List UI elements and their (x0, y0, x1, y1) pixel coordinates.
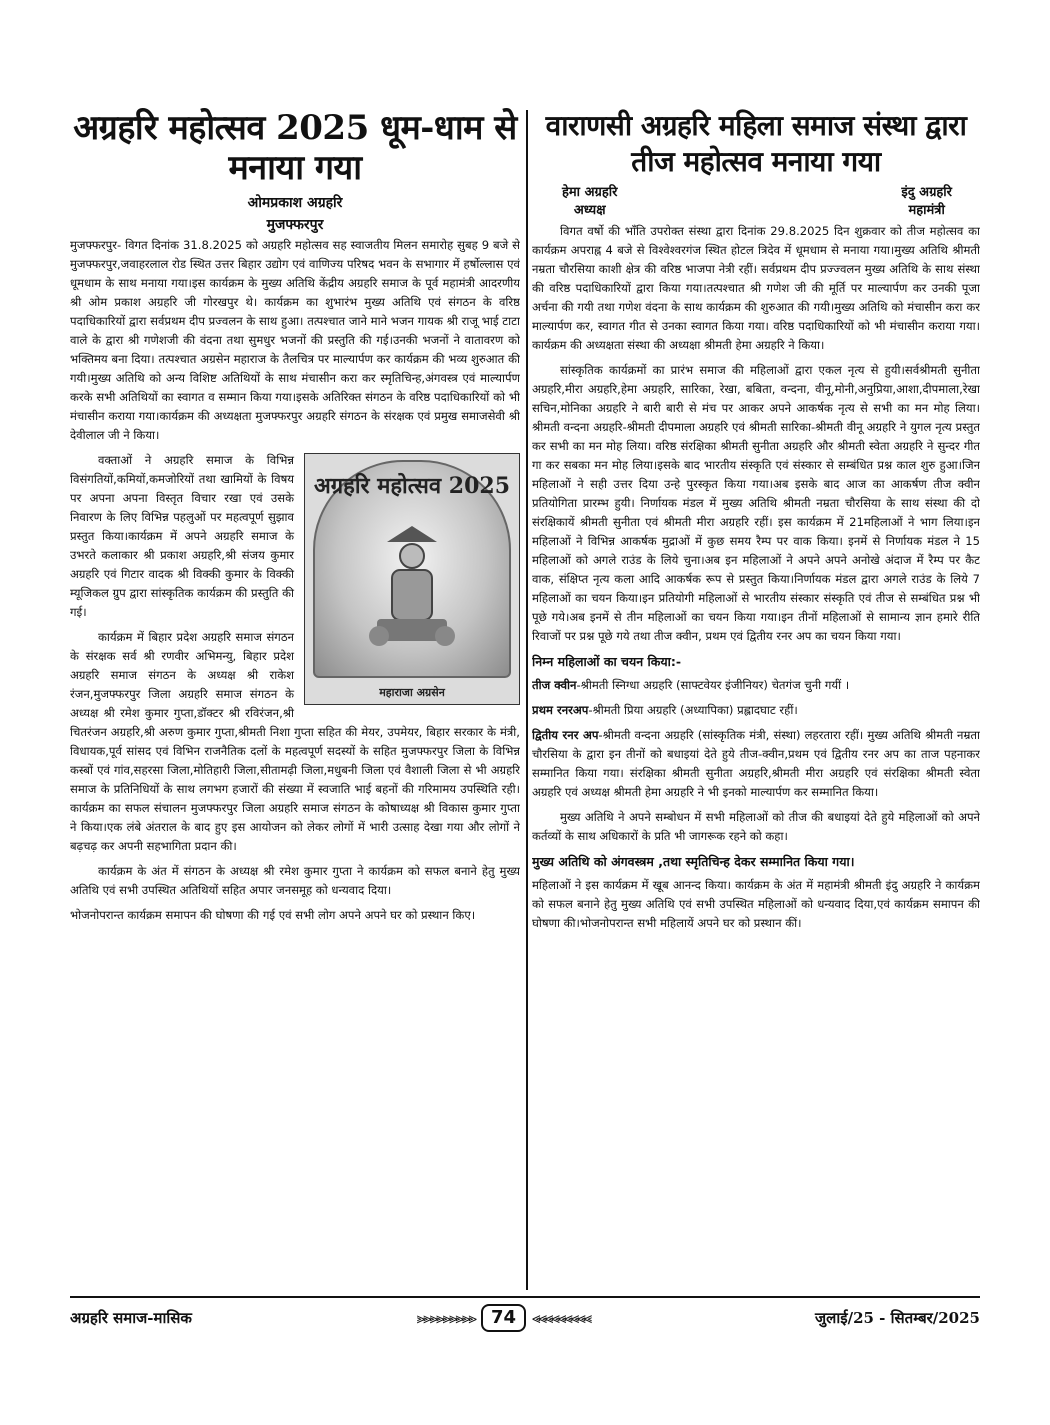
image-caption: महाराजा अग्रसेन (379, 686, 445, 699)
second-runnerup-entry (532, 726, 980, 802)
signatory-secretary-role: महामंत्री (908, 203, 945, 218)
signatories (532, 184, 980, 220)
right-headline: वाराणसी अग्रहरि महिला समाज संस्था द्वारा तीज महोत्सव मनाया गया (545, 109, 967, 178)
image-title: अग्रहरि महोत्सव 2025 (313, 473, 511, 499)
ornament-right-icon: ⪡⪡⪡⪡⪡⪡⪡⪡⪡ (532, 1309, 591, 1327)
right-paragraph-1: विगत वर्षो की भाँति उपरोक्त संस्था द्वारा दिनांक 29.8.2025 दिन शुक्रवार को तीज महोत्सव का कार्यक्रम अपराह्न 4 बजे से विश्वेश्वरगंज स्थित होटल त्रिदेव में धूमधाम से मनाया गया।मुख्य अतिथि श्रीमती नम्रता चौरसिया काशी क्षेत्र की वरिष्ठ भाजपा नेत्री रहीं। सर्वप्रथम दीप प्रज्ज्वलन मुख्य अतिथि के साथ संस्था की वरिष्ठ पदाधिकारियों द्वारा किया गया।तत्पश्चात श्री गणेश जी की मूर्ति पर माल्यार्पण कर उनकी पूजा अर्चना की गयी तथा गणेश वंदना के साथ कार्यक्रम की शुरुआत की गयी।मुख्य अतिथि को मंचासीन करा कर माल्यार्पण कर, स्वागत गीत से उनका स्वागत किया गया। वरिष्ठ पदाधिकारियों को भी मंचासीन कराया गया।कार्यक्रम की अध्यक्षता संस्था की अध्यक्षा श्रीमती हेमा अग्रहरि ने किया। (532, 224, 980, 352)
left-paragraph-4: कार्यक्रम के अंत में संगठन के अध्यक्ष श्री रमेश कुमार गुप्ता ने कार्यक्रम को सफल बनाने हेतु मुख्य अतिथि एवं सभी उपस्थित अतिथियों सहित अपार जनसमूह को धन्यवाद दिया। (70, 864, 520, 897)
left-place: मुजफ्फरपुर (266, 217, 324, 233)
second-runnerup-label: द्वितीय रनर अप (532, 728, 599, 742)
left-author: ओमप्रकाश अग्रहरि (247, 195, 343, 211)
teej-queen-text: -श्रीमती स्निग्धा अग्रहरि (साफ्टवेयर इंजीनियर) चेतगंज चुनी गयीं । (576, 678, 850, 692)
page (70, 100, 980, 1290)
first-runnerup-label: प्रथम रनरअप (532, 703, 589, 717)
honor-heading: मुख्य अतिथि को अंगवस्त्रम ,तथा स्मृतिचिन्ह देकर सम्मानित किया गया। (532, 854, 855, 869)
second-runnerup-text: -श्रीमती वन्दना अग्रहरि (सांस्कृतिक मंत्री, संस्था) लहरतारा रहीं। मुख्य अतिथि श्रीमती नम्रता चौरसिया के द्वारा इन तीनों को बधाइयां देते हुये तीज-क्वीन,प्रथम एवं द्वितीय रनर अप का ताज पहनाकर सम्मानित किया गया। संरक्षिका श्रीमती सुनीता अग्रहरि,श्रीमती मीरा अग्रहरि एवं संरक्षिका श्रीमती स्वेता अग्रहरि एवं अध्यक्ष श्रीमती हेमा अग्रहरि ने भी इनको माल्यार्पण कर सम्मानित किया। (532, 728, 980, 799)
ornament-left-icon: ⪢⪢⪢⪢⪢⪢⪢⪢⪢ (416, 1309, 475, 1327)
left-paragraph-5: भोजनोपरान्त कार्यक्रम समापन की घोषणा की गई एवं सभी लोग अपने अपने घर को प्रस्थान किए। (70, 908, 476, 922)
right-paragraph-4: महिलाओं ने इस कार्यक्रम में खूब आनन्द किया। कार्यक्रम के अंत में महामंत्री श्रीमती इंदु अग्रहरि ने कार्यक्रम को सफल बनाने हेतु मुख्य अतिथि एवं सभी उपस्थित महिलाओं को धन्यवाद दिया,एवं कार्यक्रम समापन की घोषणा की।भोजनोपरान्त सभी महिलायें अपने घर को प्रस्थान कीं। (532, 878, 980, 930)
left-paragraph-2: वक्ताओं ने अग्रहरि समाज के विभिन्न विसंगतियों,कमियों,कमजोरियों तथा खामियों के विषय पर अपना अपना विस्तृत विचार रखा एवं उसके निवारण के लिए विभिन्न पहलुओं पर महत्वपूर्ण सुझाव प्रस्तुत किया।कार्यक्रम में अपने अग्रहरि समाज के उभरते कलाकार श्री प्रकाश अग्रहरि,श्री संजय कुमार अग्रहरि एवं गिटार वादक श्री विक्की कुमार के विक्की म्यूजिकल ग्रुप द्वारा सांस्कृतिक कार्यक्रम की प्रस्तुति की गई। (70, 453, 294, 619)
left-paragraph-1: मुजफ्फरपुर- विगत दिनांक 31.8.2025 को अग्रहरि महोत्सव सह स्वाजतीय मिलन समारोह सुबह 9 बजे से मुजफ्फरपुर,जवाहरलाल रोड स्थित उत्तर बिहार उद्योग एवं वाणिज्य परिषद भवन के सभागार में हर्षोल्लास एवं धूमधाम के साथ मनाया गया।इस कार्यक्रम के मुख्य अतिथि केंद्रीय अग्रहरि समाज के पूर्व महामंत्री आदरणीय श्री ओम प्रकाश अग्रहरि जी गोरखपुर थे। कार्यक्रम का शुभारंभ मुख्य अतिथि एवं संगठन के वरिष्ठ पदाधिकारियों द्वारा सर्वप्रथम दीप प्रज्वलन के साथ हुआ। तत्पश्चात जाने माने भजन गायक श्री राजू भाई टाटा वाले के द्वारा श्री गणेशजी की वंदना तथा सुमधुर भजनों की प्रस्तुति की गई।उनकी भजनों ने वातावरण को भक्तिमय बना दिया। तत्पश्चात अग्रसेन महाराज के तैलचित्र पर माल्यार्पण कर कार्यक्रम की भव्य शुरुआत की गयी।मुख्य अतिथि को अन्य विशिष्ट अतिथियों के साथ मंचासीन करा कर स्मृतिचिन्ह,अंगवस्त्र एवं माल्यार्पण करके सभी अतिथियों का स्वागत व सम्मान किया गया।इसके अतिरिक्त संगठन के वरिष्ठ पदाधिकारियों को भी मंचासीन कराया गया।कार्यक्रम की अध्यक्षता मुजफ्फरपुर अग्रहरि संगठन के संरक्षक एवं प्रमुख समाजसेवी श्री देवीलाल जी ने किया। (70, 238, 520, 442)
signatory-secretary-name: इंदु अग्रहरि (901, 185, 952, 200)
publication-name: अग्रहरि समाज-मासिक (70, 1309, 192, 1327)
agrasen-image (304, 453, 520, 705)
signatory-president-role: अध्यक्ष (573, 203, 606, 218)
right-paragraph-2: सांस्कृतिक कार्यक्रमों का प्रारंभ समाज की महिलाओं द्वारा एकल नृत्य से हुयी।सर्वश्रीमती सुनीता अग्रहरि,मीरा अग्रहरि,हेमा अग्रहरि, सारिका, रेखा, बबिता, वन्दना, वीनू,मोनी,अनुप्रिया,आशा,दीपमाला,रेखा सचिन,मोनिका अग्रहरि ने बारी बारी से मंच पर आकर अपने आकर्षक नृत्य से सभी का मन मोह लिया। श्रीमती वन्दना अग्रहरि-श्रीमती दीपमाला अग्रहरि एवं श्रीमती सारिका-श्रीमती वीनू अग्रहरि ने युगल नृत्य प्रस्तुत कर सभी का मन मोह लिया। वरिष्ठ संरक्षिका श्रीमती सुनीता अग्रहरि और श्रीमती स्वेता अग्रहरि ने सुन्दर गीत गा कर सबका मन मोह लिया।इसके बाद भारतीय संस्कृति एवं संस्कार से सम्बंधित प्रश्न काल शुरु हुआ।जिन महिलाओं ने सही उत्तर दिया उन्हे पुरस्कृत किया गया।अब इसके बाद आज का आकर्षण तीज क्वीन प्रतियोगिता प्रारम्भ हुयी। निर्णायक मंडल में मुख्य अतिथि श्रीमती नम्रता चौरसिया के साथ संस्था की दो संरक्षिकायें श्रीमती सुनीता एवं श्रीमती मीरा अग्रहरि रहीं। इस कार्यक्रम में 21महिलाओं ने भाग लिया।इन महिलाओं ने विभिन्न आकर्षक मुद्राओं में कुछ समय रैम्प पर वाक किया। इनमें से निर्णायक मंडल ने 15 महिलाओं को अगले राउंड के लिये चुना।अब इन महिलाओं ने अपने अपने अनोखे अंदाज में रैम्प पर कैट वाक, संक्षिप्त नृत्य कला आदि आकर्षक रूप से प्रस्तुत किया।निर्णायक मंडल द्वारा अगले राउंड के लिये 7 महिलाओं का चयन किया।इन प्रतियोगी महिलाओं से भारतीय संस्कार संस्कृति एवं तीज से सम्बंधित प्रश्न भी पूछे गये।अब इनमें से तीन महिलाओं का चयन किया गया।इन तीनों महिलाओं से सामान्य ज्ञान हमारे रीति रिवाजों पर प्रश्न पूछे गये तथा तीज क्वीन, प्रथम एवं द्वितीय रनर अप का चयन किया गया। (532, 363, 980, 643)
maharaja-figure-icon (367, 524, 457, 654)
issue-date: जुलाई/25 - सितम्बर/2025 (815, 1309, 980, 1327)
signatory-president-name: हेमा अग्रहरि (562, 185, 618, 200)
first-runnerup-text: -श्रीमती प्रिया अग्रहरि (अध्यापिका) प्रह्लादघाट रहीं। (588, 703, 798, 717)
left-headline: अग्रहरि महोत्सव 2025 धूम-धाम से मनाया गया (73, 108, 517, 188)
left-paragraph-3: कार्यक्रम में बिहार प्रदेश अग्रहरि समाज संगठन के संरक्षक सर्व श्री रणवीर अभिमन्यु, बिहार प्रदेश अग्रहरि समाज संगठन के अध्यक्ष श्री राकेश रंजन,मुजफ्फरपुर जिला अग्रहरि समाज संगठन के अध्यक्ष श्री रमेश कुमार गुप्ता,डॉक्टर श्री रविरंजन,श्री चितरंजन अग्रहरि,श्री अरुण कुमार गुप्ता,श्रीमती निशा गुप्ता सहित की मेयर, उपमेयर, बिहार सरकार के मंत्री, विधायक,पूर्व सांसद एवं विभिन राजनैतिक दलों के महत्वपूर्ण सदस्यों के सहित मुजफ्फरपुर जिला के विभिन्न कस्बों एवं गांव,सहरसा जिला,मोतिहारी जिला,सीतामढ़ी जिला,मधुबनी जिला एवं वैशाली जिला से भी अग्रहरि समाज के प्रतिनिधियों के साथ लगभग हजारों की संख्या में स्वजाति भाई बहनों की गरिमामय उपस्थिति रही। कार्यक्रम का सफल संचालन मुजफ्फरपुर जिला अग्रहरि समाज संगठन के कोषाध्यक्ष श्री विकास कुमार गुप्ता ने किया।एक लंबे अंतराल के बाद हुए इस आयोजन को लेकर लोगों में भारी उत्साह देखा गया और लोगों ने बढ़चढ़ कर अपनी सहभागिता प्रदान की। (70, 630, 520, 853)
signatory-president (562, 184, 617, 220)
page-number: 74 (481, 1304, 526, 1332)
page-number-group (417, 1304, 590, 1332)
signatory-secretary (901, 184, 952, 220)
left-article (70, 100, 520, 1290)
footer (70, 1296, 980, 1338)
first-runnerup-entry (532, 701, 980, 720)
teej-queen-entry (532, 676, 980, 695)
right-article (532, 100, 980, 1290)
selection-heading: निम्न महिलाओं का चयन किया:- (532, 654, 682, 669)
teej-queen-label: तीज क्वीन (532, 678, 577, 692)
right-paragraph-3: मुख्य अतिथि ने अपने सम्बोधन में सभी महिलाओं को तीज की बधाइयां देते हुये महिलाओं को अपने कर्तव्यों के साथ अधिकारों के प्रति भी जागरूक रहने को कहा। (532, 810, 980, 843)
column-divider (526, 110, 528, 1290)
